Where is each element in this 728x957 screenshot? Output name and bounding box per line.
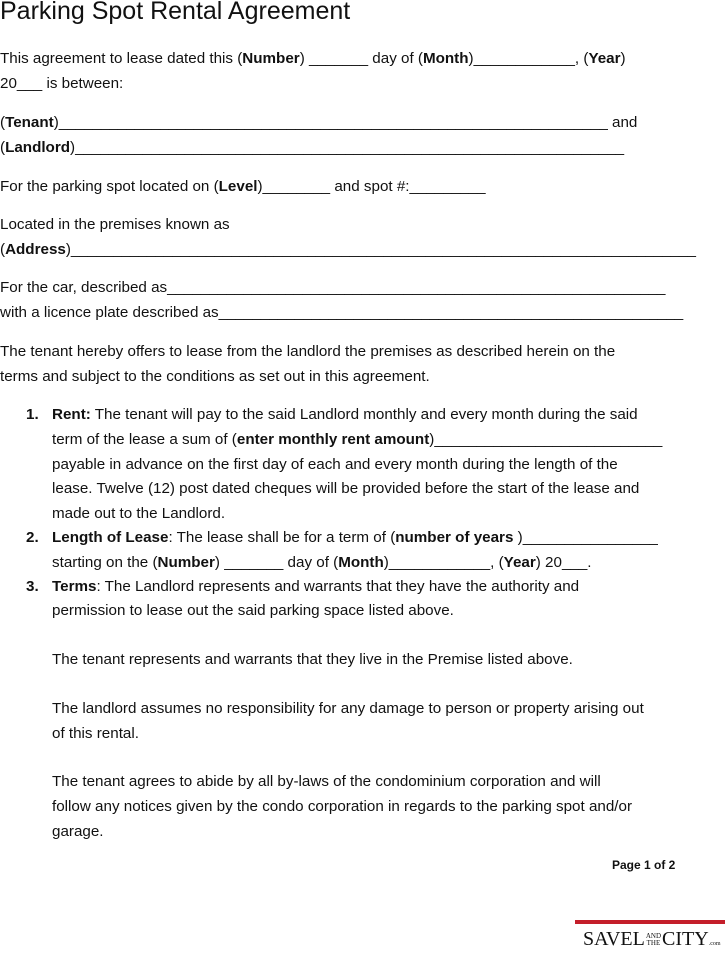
list-text [52, 526, 658, 551]
plate-line: with a licence plate described as_______________________________________________________ [0, 304, 684, 321]
rent-heading: Rent: [52, 406, 91, 423]
rent-blank: )___________________________ [429, 431, 663, 448]
logo-suffix: .com [708, 941, 721, 947]
list-text [52, 575, 579, 600]
landlord-blank: )_________________________________________________________________ [70, 139, 625, 156]
offer-line-2: terms and subject to the conditions as set out in this agreement. [0, 368, 430, 385]
intro-line-1 [0, 47, 725, 72]
site-logo [575, 920, 725, 956]
address-label: Address [5, 241, 66, 258]
text: )________ and spot #:_________ [257, 178, 486, 195]
rent-line-2 [52, 428, 662, 453]
document-title: Parking Spot Rental Agreement [0, 0, 351, 25]
intro-line-2: 20___ is between: [0, 75, 124, 92]
terms-heading: Terms [52, 578, 97, 595]
years-blank: )________________ [513, 529, 658, 546]
text: : The lease shall be for a term of ( [168, 529, 396, 546]
logo-small-bottom: THE [646, 939, 661, 948]
address-line [0, 238, 725, 263]
logo-accent-bar [575, 920, 725, 924]
length-heading: Length of Lease [52, 529, 169, 546]
text: ) 20___. [535, 554, 592, 571]
rent-line-3: payable in advance on the first day of each and every month during the length of the [52, 456, 618, 473]
liability-line-2: of this rental. [52, 725, 139, 742]
number-label: Number [157, 554, 215, 571]
logo-text-left: SAVEL [583, 928, 645, 950]
logo-wordmark [583, 928, 721, 955]
rent-line-4: lease. Twelve (12) post dated cheques will be provided before the start of the lease and [52, 480, 640, 497]
tenant-line [0, 111, 725, 136]
text: )____________, ( [468, 50, 589, 67]
bylaws-line-1: The tenant agrees to abide by all by-laws of the condominium corporation and will [52, 773, 601, 790]
premises-line: Located in the premises known as [0, 216, 230, 233]
year-label: Year [588, 50, 621, 67]
tenant-blank: )_________________________________________________________________ and [53, 114, 638, 131]
level-label: Level [218, 178, 258, 195]
month-label: Month [422, 50, 469, 67]
offer-line-1: The tenant hereby offers to lease from the landlord the premises as described herein on the [0, 343, 616, 360]
month-label: Month [338, 554, 384, 571]
text: For the parking spot located on ( [0, 178, 219, 195]
rent-line-5: made out to the Landlord. [52, 505, 226, 522]
text: )____________, ( [383, 554, 504, 571]
logo-small-top: AND [645, 932, 662, 941]
years-label: number of years [395, 529, 514, 546]
spot-line [0, 175, 725, 200]
logo-text-right: CITY [662, 928, 709, 950]
list-number: 3. [26, 578, 39, 595]
text: ) _______ day of ( [299, 50, 423, 67]
list-number: 1. [26, 406, 39, 423]
terms-line-2: permission to lease out the said parking space listed above. [52, 602, 454, 619]
rent-amount-label: enter monthly rent amount [236, 431, 430, 448]
text: ( [0, 241, 6, 258]
list-number: 2. [26, 529, 39, 546]
text: ) [620, 50, 626, 67]
text: term of the lease a sum of ( [52, 431, 237, 448]
text: ( [0, 114, 6, 131]
list-text [52, 403, 638, 428]
text: starting on the ( [52, 554, 158, 571]
text: The tenant will pay to the said Landlord monthly and every month during the said [90, 406, 638, 423]
text: : The Landlord represents and warrants that they have the authority and [96, 578, 580, 595]
landlord-line [0, 136, 725, 161]
tenant-warranty-paragraph: The tenant represents and warrants that they live in the Premise listed above. [52, 651, 573, 668]
text: ( [0, 139, 6, 156]
tenant-label: Tenant [5, 114, 54, 131]
landlord-label: Landlord [5, 139, 71, 156]
liability-line-1: The landlord assumes no responsibility for any damage to person or property arising out [52, 700, 644, 717]
page-number: Page 1 of 2 [612, 858, 676, 872]
logo-small-words [646, 933, 661, 947]
year-label: Year [503, 554, 536, 571]
bylaws-line-2: follow any notices given by the condo corporation in regards to the parking spot and/or [52, 798, 633, 815]
text: ) _______ day of ( [214, 554, 339, 571]
length-line-2 [52, 551, 592, 576]
car-line: For the car, described as___________________________________________________________ [0, 279, 666, 296]
bylaws-line-3: garage. [52, 823, 104, 840]
text: This agreement to lease dated this ( [0, 50, 243, 67]
address-blank: )__________________________________________________________________________ [65, 241, 696, 258]
number-label: Number [242, 50, 300, 67]
